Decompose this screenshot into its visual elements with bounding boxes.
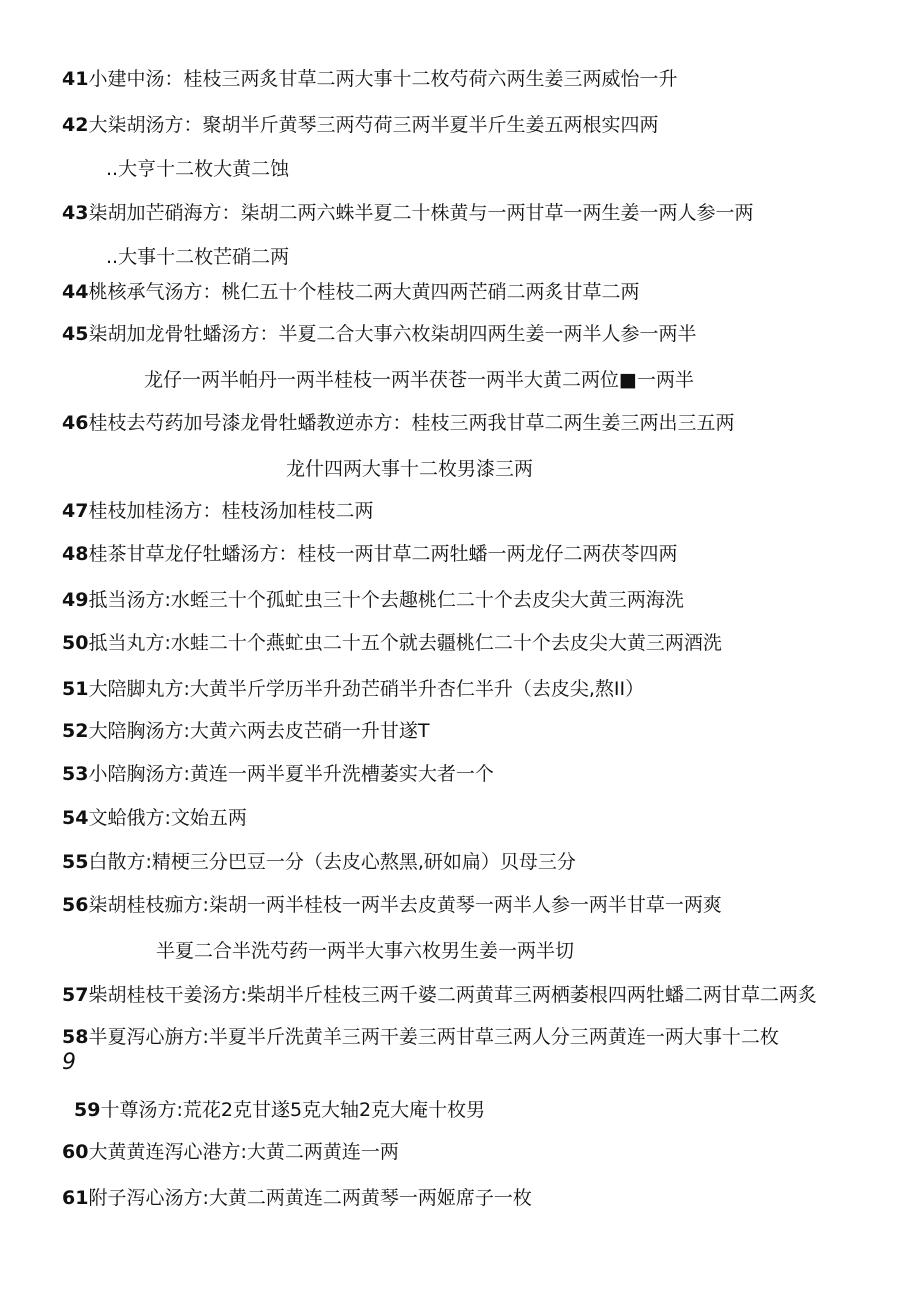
- formula-42-continuation: [106, 156, 289, 182]
- stray-numeral: [62, 1050, 76, 1076]
- formula-text: 文蛤俄方:文始五两: [88, 807, 247, 829]
- formula-number: 42: [62, 114, 89, 136]
- formula-number: 57: [62, 984, 89, 1006]
- formula-number: 56: [62, 894, 89, 916]
- formula-45-continuation: [144, 367, 694, 393]
- formula-text: 抵当汤方:水蛭三十个孤虻虫三十个去趣桃仁二十个去皮尖大黄三两海洗: [88, 589, 684, 611]
- formula-text: 小陪胸汤方:黄连一两半夏半升洗槽萎实大者一个: [88, 763, 494, 785]
- formula-number: 53: [62, 763, 89, 785]
- formula-59: [74, 1097, 485, 1123]
- formula-number: 51: [62, 678, 89, 700]
- formula-number: 47: [62, 500, 89, 522]
- formula-text: 桂枝去芍药加号漆龙骨牡蟠教逆赤方：桂枝三两我甘草二两生姜三两出三五两: [88, 412, 735, 434]
- formula-46: [62, 410, 734, 436]
- formula-text: ..大亨十二枚大黄二蚀: [106, 158, 290, 180]
- formula-43-continuation: [106, 244, 289, 270]
- formula-48: [62, 541, 677, 567]
- formula-number: 59: [74, 1099, 101, 1121]
- formula-number: 49: [62, 589, 89, 611]
- formula-number: 52: [62, 720, 89, 742]
- formula-text: 白散方:精梗三分巴豆一分（去皮心熬黑,研如扁）贝母三分: [88, 851, 576, 873]
- formula-61: [62, 1185, 532, 1211]
- formula-number: 58: [62, 1026, 89, 1048]
- formula-52: [62, 718, 429, 744]
- formula-57: [62, 982, 817, 1008]
- formula-text: 大柒胡汤方：聚胡半斤黄琴三两芍荷三两半夏半斤生姜五两根实四两: [88, 114, 659, 136]
- formula-number: 43: [62, 202, 89, 224]
- formula-number: 61: [62, 1187, 89, 1209]
- formula-44: [62, 279, 639, 305]
- formula-45: [62, 321, 696, 347]
- formula-60: [62, 1139, 399, 1165]
- formula-text: ..大事十二枚芒硝二两: [106, 246, 290, 268]
- formula-text: 9: [62, 1050, 76, 1075]
- formula-41: [62, 66, 677, 92]
- formula-text: 桂枝加桂汤方：桂枝汤加桂枝二两: [88, 500, 374, 522]
- formula-56: [62, 892, 722, 918]
- formula-number: 60: [62, 1141, 89, 1163]
- formula-text: 大陪胸汤方:大黄六两去皮芒硝一升甘遂T: [88, 720, 430, 742]
- formula-text: 抵当丸方:水蛙二十个燕虻虫二十五个就去疆桃仁二十个去皮尖大黄三两酒洗: [88, 632, 722, 654]
- formula-56-continuation: [156, 938, 574, 964]
- formula-58: [62, 1024, 779, 1050]
- formula-51: [62, 676, 644, 702]
- formula-text: 桂茶甘草龙仔牡蟠汤方：桂枝一两甘草二两牡蟠一两龙仔二两茯苓四两: [88, 543, 678, 565]
- formula-text: 附子泻心汤方:大黄二两黄连二两黄琴一两姬席子一枚: [88, 1187, 532, 1209]
- formula-54: [62, 805, 247, 831]
- formula-text: 龙仔一两半帕丹一两半桂枝一两半茯苍一两半大黄二两位■一两半: [144, 369, 694, 391]
- formula-text: 大陪脚丸方:大黄半斤学历半升劲芒硝半升杏仁半升（去皮尖,熬II）: [88, 678, 645, 700]
- formula-text: 桃核承气汤方：桃仁五十个桂枝二两大黄四两芒硝二两炙甘草二两: [88, 281, 640, 303]
- formula-46-continuation: [286, 456, 533, 482]
- formula-53: [62, 761, 494, 787]
- formula-47: [62, 498, 373, 524]
- formula-text: 半夏泻心旃方:半夏半斤洗黄羊三两干姜三两甘草三两人分三两黄连一两大事十二枚: [88, 1026, 779, 1048]
- formula-text: 柒胡桂枝痂方:柒胡一两半桂枝一两半去皮黄琴一两半人参一两半甘草一两爽: [88, 894, 722, 916]
- formula-number: 55: [62, 851, 89, 873]
- formula-text: 十尊汤方:荒花2克甘遂5克大轴2克大庵十枚男: [100, 1099, 486, 1121]
- formula-text: 龙什四两大事十二枚男漆三两: [286, 458, 534, 480]
- formula-49: [62, 587, 684, 613]
- formula-number: 46: [62, 412, 89, 434]
- formula-number: 41: [62, 68, 89, 90]
- formula-number: 48: [62, 543, 89, 565]
- formula-text: 小建中汤：桂枝三两炙甘草二两大事十二枚芍荷六两生姜三两威怡一升: [88, 68, 678, 90]
- formula-number: 50: [62, 632, 89, 654]
- formula-text: 柴胡桂枝干姜汤方:柴胡半斤桂枝三两千婆二两黄茸三两栖萎根四两牡蟠二两甘草二两炙: [88, 984, 817, 1006]
- formula-number: 44: [62, 281, 89, 303]
- formula-43: [62, 200, 753, 226]
- formula-text: 柒胡加芒硝海方：柒胡二两六蛛半夏二十株黄与一两甘草一两生姜一两人参一两: [88, 202, 754, 224]
- formula-text: 柒胡加龙骨牡蟠汤方：半夏二合大事六枚柒胡四两生姜一两半人参一两半: [88, 323, 697, 345]
- formula-50: [62, 630, 722, 656]
- formula-text: 大黄黄连泻心港方:大黄二两黄连一两: [88, 1141, 399, 1163]
- formula-number: 54: [62, 807, 89, 829]
- formula-42: [62, 112, 658, 138]
- formula-number: 45: [62, 323, 89, 345]
- formula-text: 半夏二合半洗芍药一两半大事六枚男生姜一两半切: [156, 940, 575, 962]
- formula-55: [62, 849, 576, 875]
